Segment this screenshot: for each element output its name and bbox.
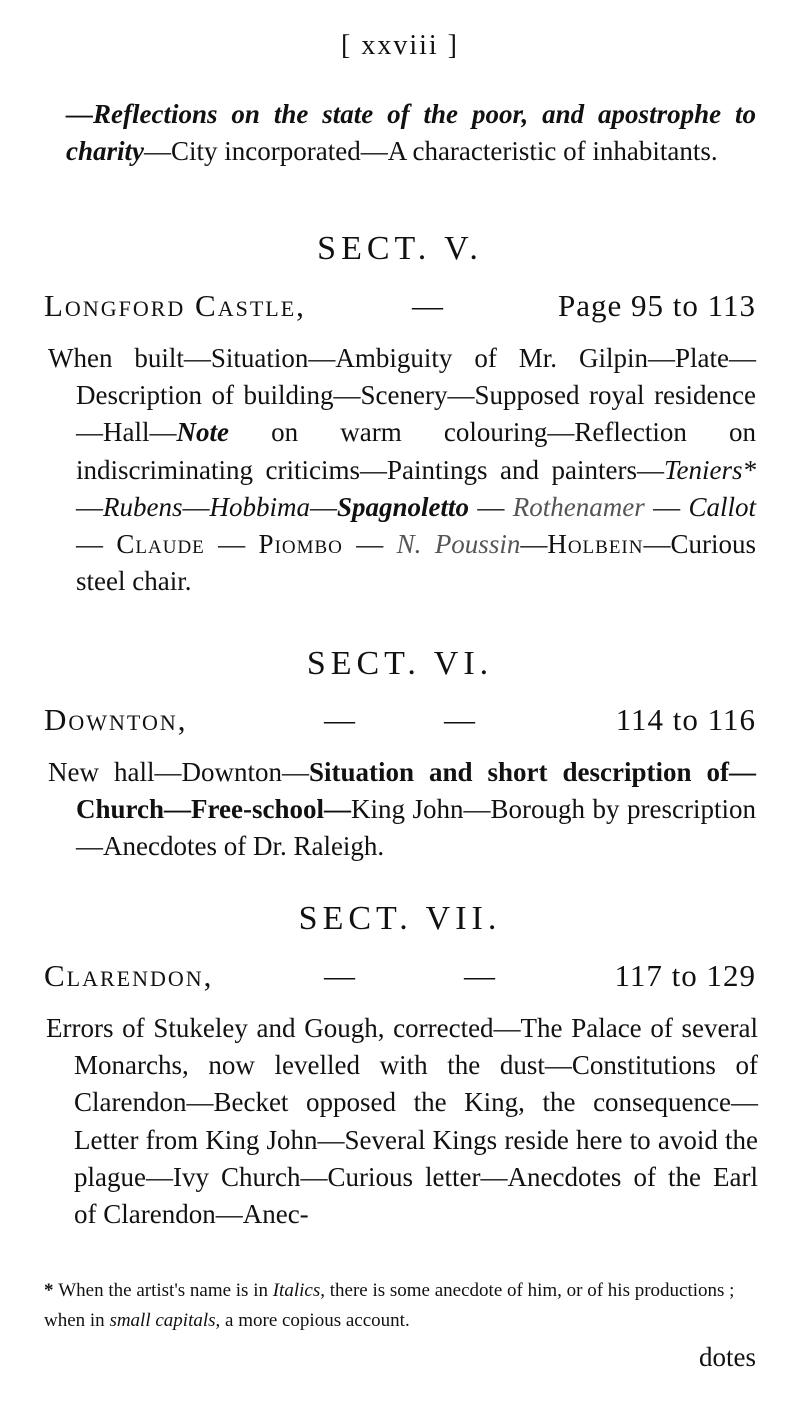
section-heading-5: SECT. V. [317,230,483,267]
section-title: Downton, [44,702,188,737]
section-6-contents [48,754,756,866]
contents-text: — [342,529,397,560]
artist-claude: Claude [116,529,205,560]
artist-piombo: Piombo [258,529,343,560]
section-entry-7 [44,958,756,998]
artist-rothenamer: Rothenamer [512,491,645,522]
section-title: Clarendon, [44,958,214,993]
section-7-contents: Errors of Stukeley and Gough, corrected—The Palace of several Monarchs, now levelled with the dust—Constitutions of Clarendon—Becket opposed the King, the consequence—Letter from King John—Several Kings reside here to avoid the plague—Ivy Church—Curious letter—Anecdotes of the Earl of Clarendon—Anec- [46,1013,758,1230]
leader-dash: — [324,958,355,993]
page-number: [ xxviii ] [341,30,459,61]
footnote-italic: small capitals [109,1310,216,1331]
intro-text: —City incorporated—A characteristic of inhabitants. [144,136,718,166]
intro-paragraph [66,96,756,170]
contents-text: — [644,491,689,522]
leader-dash: — [444,702,475,737]
contents-text: Situation and short description of—Church—Free-school— [76,757,757,825]
footnote-mark: * [44,1280,59,1301]
section-entry-5 [44,288,756,328]
artist-rubens: Rubens [103,491,183,522]
contents-text: — [76,491,103,522]
contents-text: — [76,529,117,560]
footnote-italic: Italics [272,1280,321,1301]
note-italic: Note [176,417,229,448]
catchword: dotes [699,1342,756,1372]
footnote-text: When the artist's name is in [58,1280,273,1301]
contents-text: King John—Borough by prescription— [76,794,756,862]
page-range: 114 to 116 [615,702,756,737]
intro-italic-text: —Reflections on the state of the poor, and apostrophe to charity [66,99,756,166]
section-entry-6 [44,702,756,742]
contents-text: Anecdotes of Dr. Raleigh. [103,831,385,862]
artist-hobbima: Hobbima [209,491,310,522]
page-range: 117 to 129 [614,958,756,993]
section-title: Longford Castle, [44,288,306,323]
contents-text: on warm colouring—Reflection on indiscriminating criticims—Paintings and painters— [76,417,756,485]
contents-text: — [182,491,210,522]
contents-text: — [520,529,548,560]
contents-text: —Curious steel chair. [76,529,756,597]
artist-holbein: Holbein [547,529,644,560]
section-heading-7: SECT. VII. [298,900,502,937]
leader-dash: — [464,958,495,993]
footnote-text: , there is some anecdote of him, or of his productions ; when in [44,1280,735,1331]
footnote [44,1276,760,1336]
artist-poussin: N. Poussin [396,529,521,560]
leader-dash: — [412,288,443,323]
page-range: Page 95 to 113 [558,288,756,323]
contents-text: When built—Situation—Ambiguity of Mr. Gilpin—Plate—Description of building—Scenery—Supposed royal residence—Hall— [48,343,756,448]
contents-text: — [469,491,513,522]
section-5-contents [48,340,756,600]
section-heading-6: SECT. VI. [306,645,494,682]
artist-teniers: Teniers* [663,454,756,485]
contents-text: — [204,529,259,560]
contents-text: New hall—Downton— [48,757,309,787]
leader-dash: — [324,702,355,737]
artist-spagnoletto: Spagnoletto [336,491,470,522]
footnote-text: , a more copious account. [215,1310,410,1331]
artist-callot: Callot [688,491,756,522]
contents-text: — [309,491,337,522]
